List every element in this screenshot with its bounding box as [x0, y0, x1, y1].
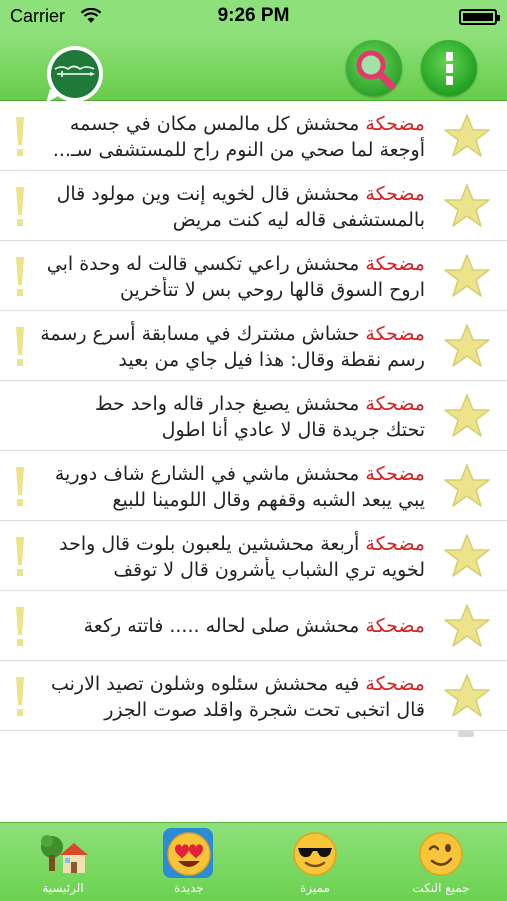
- saudi-flag-chat-bubble-icon[interactable]: [40, 43, 110, 105]
- star-icon[interactable]: [443, 393, 491, 439]
- clock: 9:26 PM: [217, 5, 290, 26]
- tab-featured[interactable]: [252, 823, 378, 901]
- tab-label: جديدة: [174, 881, 204, 895]
- tab-new[interactable]: [126, 823, 252, 901]
- heart-eyes-emoji-icon: [164, 829, 214, 879]
- sunglasses-emoji-icon: [290, 829, 340, 879]
- carrier-label: Carrier: [10, 6, 66, 26]
- joke-text: مضحكة محشش راعي تكسي قالت له وحدة ابي اروح السوق قالها روحي بس لا تتأخرين: [46, 253, 425, 301]
- tab-home[interactable]: [0, 823, 126, 901]
- wink-emoji-icon: [416, 829, 466, 879]
- star-icon[interactable]: [443, 463, 491, 509]
- joke-text: مضحكة محشش كل مالمس مكان في جسمه أوجعة لما صحي من النوم راح للمستشفى سـ...: [52, 113, 425, 161]
- joke-text: مضحكة فيه محشش سئلوه وشلون تصيد الارنب قال اتخبى تحت شجرة واقلد صوت الجزر: [50, 673, 425, 721]
- app-header: [0, 33, 507, 101]
- joke-text: مضحكة محشش صلى لحاله ..... فاتته ركعة: [83, 615, 425, 637]
- star-icon[interactable]: [443, 673, 491, 719]
- star-icon[interactable]: [443, 113, 491, 159]
- joke-text: مضحكة محشش قال لخويه إنت وين مولود قال بالمستشفى قاله ليه كنت مريض: [56, 183, 425, 231]
- tree-house-icon: [38, 829, 88, 879]
- tab-label: الرئيسية: [42, 881, 84, 895]
- joke-text: مضحكة محشش ماشي في الشارع شاف دورية يبي يبعد الشبه وقفهم وقال اللومينا للبيع: [54, 463, 425, 511]
- search-button[interactable]: [346, 40, 402, 96]
- star-icon[interactable]: [443, 603, 491, 649]
- tab-bar: [0, 822, 507, 901]
- star-icon[interactable]: [443, 183, 491, 229]
- next-row-peek: [0, 729, 507, 741]
- list-item[interactable]: [0, 591, 507, 661]
- search-icon: [346, 40, 402, 96]
- list-item[interactable]: [0, 381, 507, 451]
- list-item[interactable]: [0, 521, 507, 591]
- jokes-list[interactable]: [0, 101, 507, 741]
- list-item[interactable]: [0, 661, 507, 731]
- tab-label: جميع النكت: [412, 881, 470, 895]
- star-icon[interactable]: [443, 253, 491, 299]
- menu-button[interactable]: [421, 40, 477, 96]
- joke-text: مضحكة حشاش مشترك في مسابقة أسرع رسمة رسم نقطة وقال: هذا فيل جاي من بعيد: [40, 323, 425, 371]
- tab-all-jokes[interactable]: [378, 823, 504, 901]
- list-item[interactable]: [0, 451, 507, 521]
- star-icon[interactable]: [443, 533, 491, 579]
- star-icon[interactable]: [443, 323, 491, 369]
- list-item[interactable]: [0, 171, 507, 241]
- status-bar: [0, 0, 507, 33]
- list-item[interactable]: [0, 241, 507, 311]
- joke-text: مضحكة محشش يصبغ جدار قاله واحد حط تحتك جريدة قال لا عادي أنا اطول: [94, 393, 425, 441]
- list-item[interactable]: [0, 101, 507, 171]
- divider: [458, 731, 474, 737]
- tab-label: مميزة: [300, 881, 330, 895]
- battery-icon: [459, 9, 497, 25]
- list-item[interactable]: [0, 311, 507, 381]
- joke-text: مضحكة أربعة محششين يلعبون بلوت قال واحد لخويه تري الشباب يأشرون قال لا توقف: [59, 533, 425, 581]
